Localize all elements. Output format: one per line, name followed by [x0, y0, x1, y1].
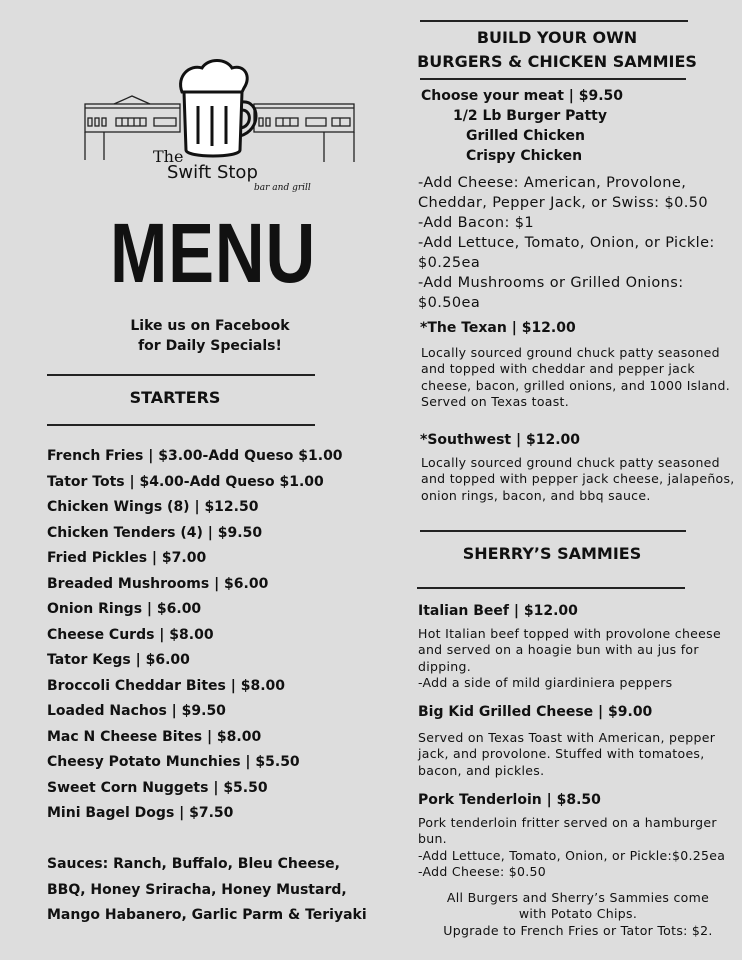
starter-item: Onion Rings | $6.00: [47, 601, 202, 617]
sammie-addon: -Add a side of mild giardiniera peppers: [418, 674, 673, 690]
starter-item: Chicken Wings (8) | $12.50: [47, 499, 259, 515]
divider: [47, 374, 315, 376]
starter-item: Loaded Nachos | $9.50: [47, 703, 226, 719]
starter-item: Cheesy Potato Munchies | $5.50: [47, 754, 300, 770]
starter-item: Tator Kegs | $6.00: [47, 652, 190, 668]
starter-item: Mini Bagel Dogs | $7.50: [47, 805, 234, 821]
starters-heading: STARTERS: [129, 388, 221, 407]
sammies-footer-note: [418, 890, 738, 939]
special-description: Locally sourced ground chuck patty seasoned and topped with cheddar and pepper jack cheese, bacon, grilled onions, and 1000 Island. Served on Texas toast.: [421, 345, 731, 409]
sammie-description-text: Hot Italian beef topped with provolone cheese and served on a hoagie bun with au jus for dipping.: [418, 626, 721, 674]
build-heading-line: BURGERS & CHICKEN SAMMIES: [417, 52, 697, 71]
special-description: Locally sourced ground chuck patty seasoned and topped with pepper jack cheese, jalapeños, onion rings, bacon, and bbq sauce.: [421, 455, 735, 503]
addon-item: -Add Mushrooms or Grilled Onions: $0.50ea: [418, 275, 684, 311]
starter-item: Broccoli Cheddar Bites | $8.00: [47, 677, 286, 694]
addon-item: -Add Lettuce, Tomato, Onion, or Pickle: $0.25ea: [418, 235, 715, 271]
sammie-description: [418, 626, 736, 691]
sammie-description: Served on Texas Toast with American, pepper jack, and provolone. Stuffed with tomatoes, bacon, and pickles.: [418, 730, 716, 778]
divider: [420, 78, 686, 80]
sauces-list: Sauces: Ranch, Buffalo, Bleu Cheese, BBQ, Honey Sriracha, Honey Mustard, Mango Habanero, Garlic Parm & Teriyaki: [47, 856, 367, 923]
facebook-note-line: Like us on Facebook: [130, 318, 290, 334]
sammie-addon: -Add Cheese: $0.50: [418, 863, 547, 879]
starter-item: Tator Tots | $4.00-Add Queso $1.00: [47, 473, 324, 490]
facebook-note: [110, 316, 310, 356]
logo-the-text: The: [153, 147, 184, 166]
footer-line: Upgrade to French Fries or Tator Tots: $2.: [443, 922, 713, 938]
build-your-own-heading: [408, 28, 706, 71]
sammie-addon: -Add Lettuce, Tomato, Onion, or Pickle:$0.25ea: [418, 847, 726, 863]
divider: [420, 20, 688, 22]
meat-option: Grilled Chicken: [466, 128, 585, 144]
starter-item: Chicken Tenders (4) | $9.50: [47, 524, 263, 541]
sammie-description: [418, 815, 740, 880]
logo-subtitle-text: bar and grill: [254, 183, 311, 193]
starter-item: Cheese Curds | $8.00: [47, 626, 214, 643]
build-heading-line: BUILD YOUR OWN: [476, 28, 638, 47]
starter-item: Mac N Cheese Bites | $8.00: [47, 728, 262, 745]
special-title: *The Texan | $12.00: [420, 320, 576, 336]
special-title: *Southwest | $12.00: [420, 432, 580, 448]
footer-line: with Potato Chips.: [518, 906, 638, 922]
sammie-title: Italian Beef | $12.00: [418, 603, 578, 619]
starter-item: Fried Pickles | $7.00: [47, 550, 207, 566]
addon-list: [418, 173, 738, 313]
sammie-title: Pork Tenderloin | $8.50: [418, 792, 601, 808]
starter-item: Breaded Mushrooms | $6.00: [47, 575, 269, 592]
addon-item: -Add Cheese: American, Provolone, Cheddar, Pepper Jack, or Swiss: $0.50: [418, 175, 708, 211]
sammie-title: Big Kid Grilled Cheese | $9.00: [418, 704, 653, 720]
meat-option: Crispy Chicken: [466, 148, 583, 164]
sherrys-sammies-heading: SHERRY’S SAMMIES: [462, 544, 642, 563]
divider: [417, 587, 685, 589]
menu-title: MENU: [109, 206, 317, 300]
starter-item: Sweet Corn Nuggets | $5.50: [47, 779, 268, 796]
meat-option: 1/2 Lb Burger Patty: [453, 108, 607, 124]
choose-meat-line: Choose your meat | $9.50: [421, 88, 624, 104]
starter-item: French Fries | $3.00-Add Queso $1.00: [47, 448, 343, 464]
facebook-note-line: for Daily Specials!: [138, 338, 282, 354]
footer-line: All Burgers and Sherry’s Sammies come: [446, 890, 710, 905]
logo-name-text: Swift Stop: [167, 162, 258, 183]
sammie-description-text: Pork tenderloin fritter served on a hamburger bun.: [418, 815, 717, 847]
addon-item: -Add Bacon: $1: [418, 215, 535, 231]
divider: [420, 530, 686, 532]
divider: [47, 424, 315, 426]
